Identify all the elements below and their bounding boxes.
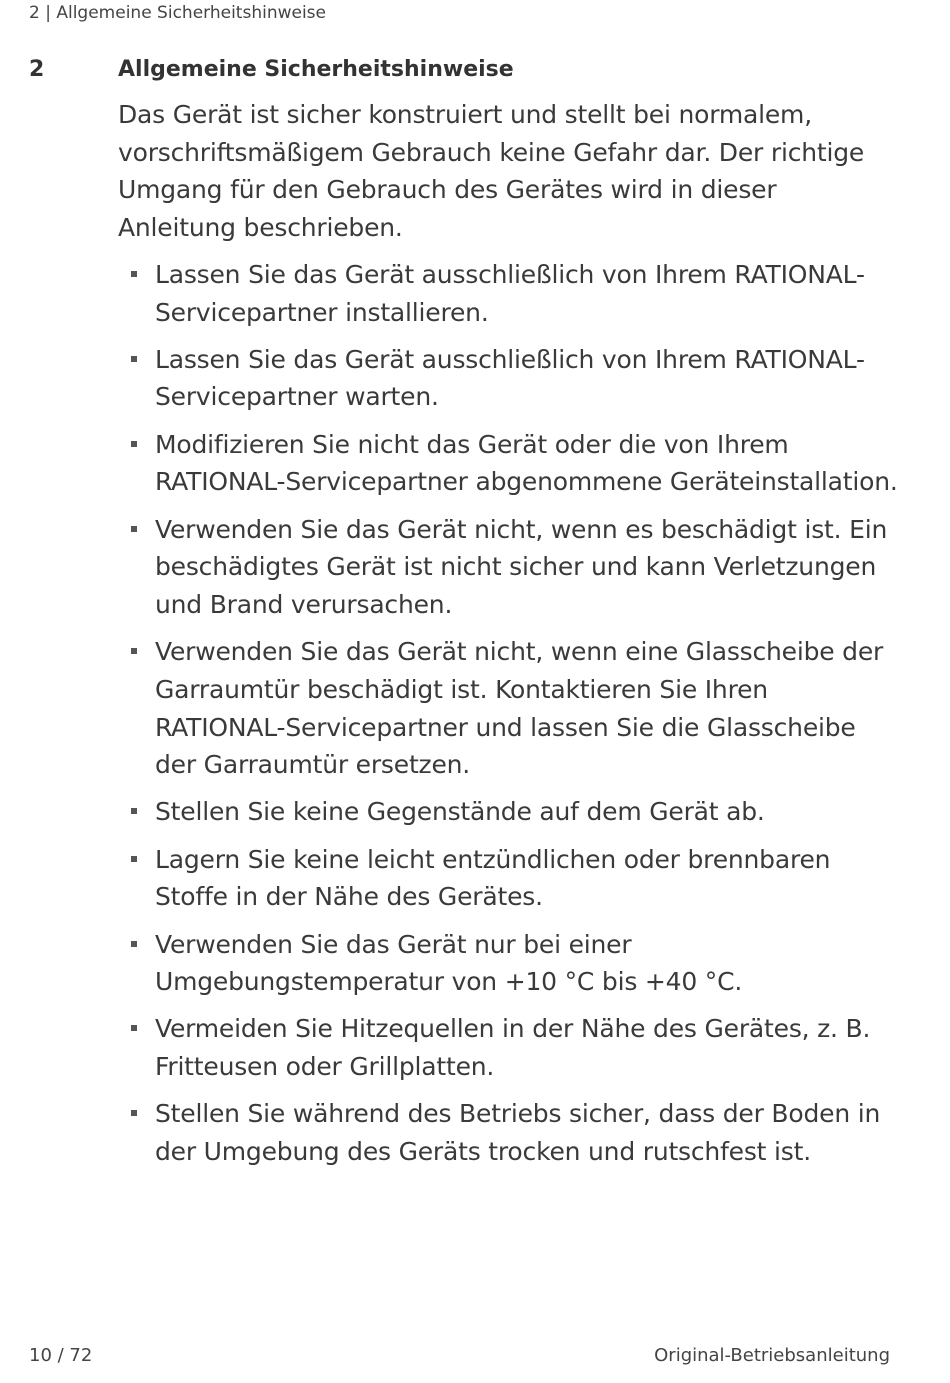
list-item-text: Verwenden Sie das Gerät nur bei einer Umgebungstemperatur von +10 °C bis +40 °C.: [155, 929, 743, 997]
section-title: Allgemeine Sicherheitshinweise: [118, 57, 514, 82]
list-item-text: Stellen Sie keine Gegenstände auf dem Gerät ab.: [155, 797, 765, 827]
square-bullet-icon: [131, 271, 137, 277]
list-item: [118, 633, 898, 784]
list-item-text: Verwenden Sie das Gerät nicht, wenn es beschädigt ist. Ein beschädigtes Gerät ist nicht sicher und kann Verletzungen und Brand verursachen.: [155, 514, 888, 619]
list-item: [118, 1010, 898, 1085]
intro-paragraph: Das Gerät ist sicher konstruiert und stellt bei normalem, vorschriftsmäßigem Gebrauch keine Gefahr dar. Der richtige Umgang für den Gebrauch des Gerätes wird in dieser Anleitung beschrieben.: [118, 100, 865, 243]
square-bullet-icon: [131, 941, 137, 947]
list-item-text: Modifizieren Sie nicht das Gerät oder die von Ihrem RATIONAL-Servicepartner abgenommene Geräteinstallation.: [155, 429, 898, 497]
safety-rules-list: [118, 256, 898, 1171]
document-name: Original-Betriebsanleitung: [654, 1345, 890, 1366]
square-bullet-icon: [131, 648, 137, 654]
square-bullet-icon: [131, 856, 137, 862]
list-item: [118, 256, 898, 331]
list-item-text: Verwenden Sie das Gerät nicht, wenn eine Glasscheibe der Garraumtür beschädigt ist. Kontaktieren Sie Ihren RATIONAL-Servicepartner und lassen Sie die Glasscheibe der Garraumtür ersetzen.: [155, 637, 884, 780]
section-number: 2: [29, 57, 45, 82]
list-item-text: Stellen Sie während des Betriebs sicher, dass der Boden in der Umgebung des Geräts trocken und rutschfest ist.: [155, 1099, 881, 1167]
list-item-text: Lassen Sie das Gerät ausschließlich von Ihrem RATIONAL-Servicepartner installieren.: [155, 259, 865, 327]
square-bullet-icon: [131, 441, 137, 447]
square-bullet-icon: [131, 526, 137, 532]
square-bullet-icon: [131, 1025, 137, 1031]
list-item: [118, 1095, 898, 1170]
list-item-text: Vermeiden Sie Hitzequellen in der Nähe des Gerätes, z. B. Fritteusen oder Grillplatten.: [155, 1014, 871, 1082]
page-number: 10 / 72: [29, 1345, 93, 1366]
list-item-text: Lassen Sie das Gerät ausschließlich von Ihrem RATIONAL-Servicepartner warten.: [155, 344, 865, 412]
list-item: [118, 426, 898, 501]
running-header: 2 | Allgemeine Sicherheitshinweise: [29, 3, 326, 23]
list-item: [118, 511, 898, 624]
list-item: [118, 926, 898, 1001]
list-item: [118, 793, 898, 831]
list-item-text: Lagern Sie keine leicht entzündlichen oder brennbaren Stoffe in der Nähe des Gerätes.: [155, 844, 831, 912]
square-bullet-icon: [131, 1110, 137, 1116]
section-content: [118, 96, 898, 1180]
square-bullet-icon: [131, 356, 137, 362]
square-bullet-icon: [131, 808, 137, 814]
list-item: [118, 841, 898, 916]
list-item: [118, 341, 898, 416]
